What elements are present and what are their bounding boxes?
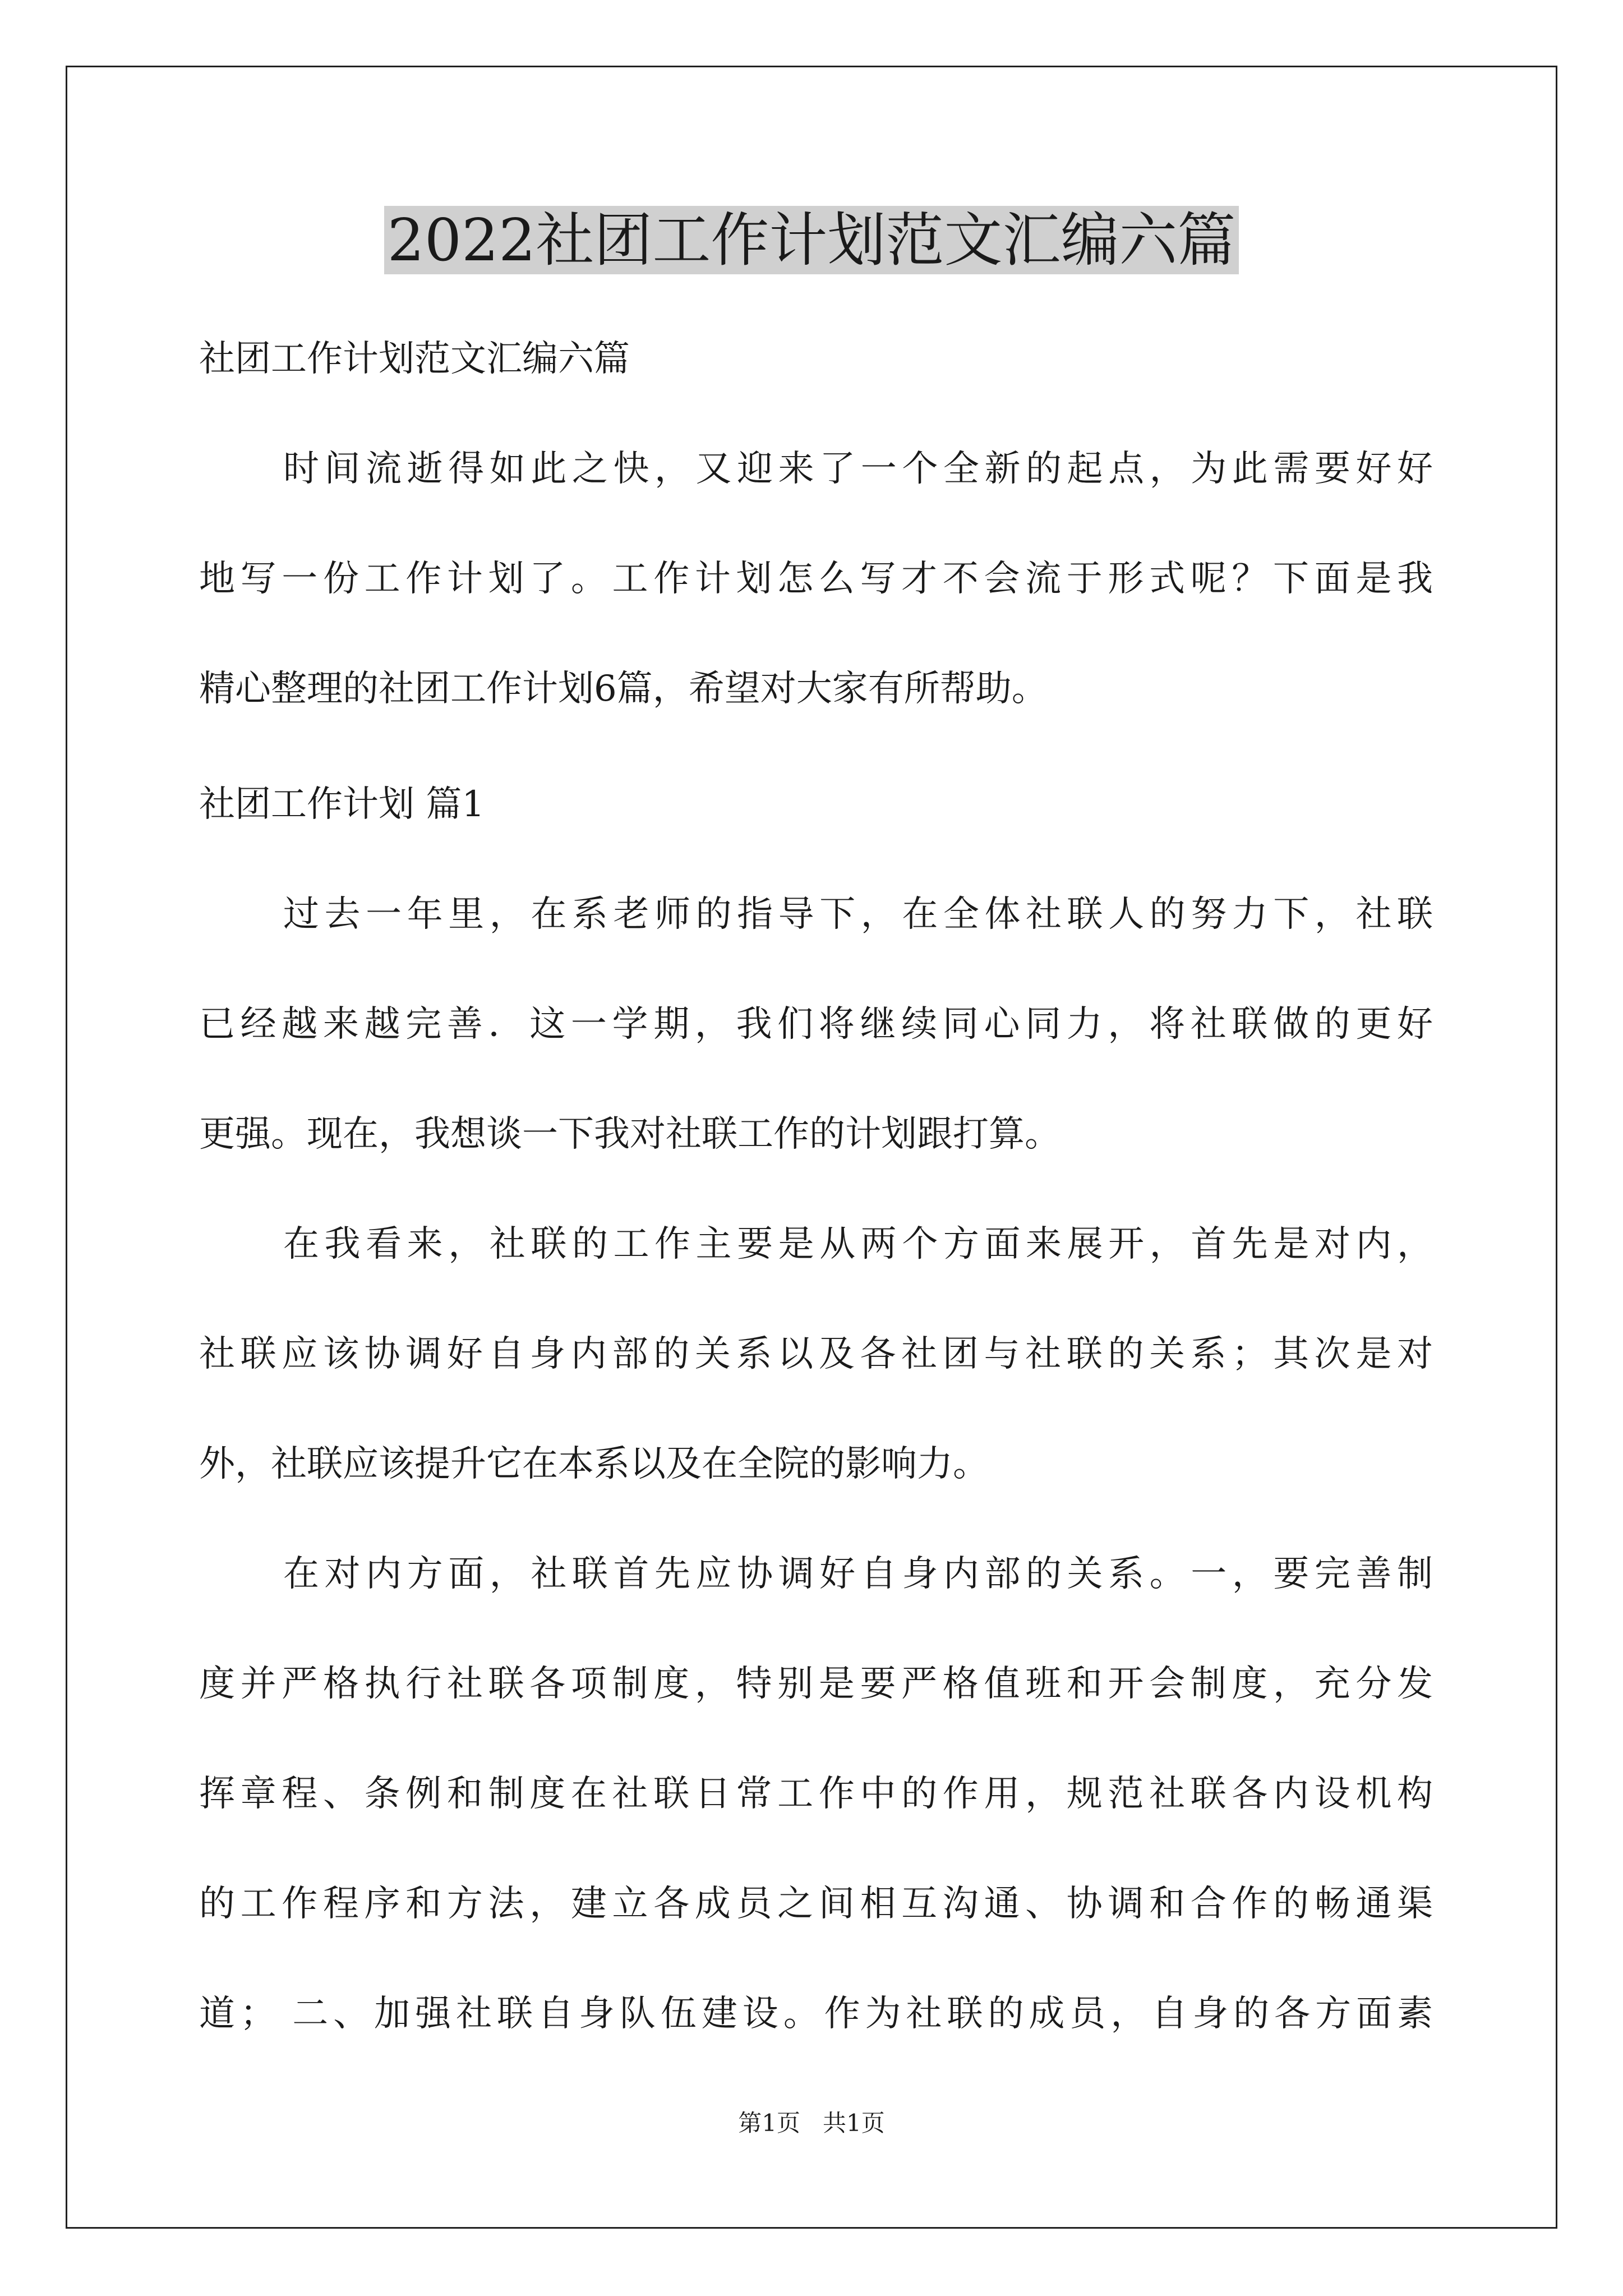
paragraph-line: 过去一年里，在系老师的指导下，在全体社联人的努力下，社联	[283, 894, 1433, 935]
paragraph-line: 社联应该协调好自身内部的关系以及各社团与社联的关系；其次是对	[199, 1333, 1433, 1375]
paragraph-line: 时间流逝得如此之快，又迎来了一个全新的起点，为此需要好好	[283, 448, 1433, 490]
paragraph-line: 地写一份工作计划了。工作计划怎么写才不会流于形式呢？下面是我	[199, 558, 1433, 600]
paragraph-line: 在我看来，社联的工作主要是从两个方面来展开，首先是对内，	[283, 1223, 1433, 1265]
page-footer: 第1页 共1页	[738, 2109, 885, 2137]
paragraph-line: 度并严格执行社联各项制度，特别是要严格值班和开会制度，充分发	[199, 1663, 1433, 1705]
paragraph-line: 外，社联应该提升它在本系以及在全院的影响力。	[199, 1443, 989, 1485]
document-title	[0, 201, 1623, 279]
document-subtitle: 社团工作计划范文汇编六篇	[199, 338, 630, 380]
paragraph-line: 已经越来越完善．这一学期，我们将继续同心同力，将社联做的更好	[199, 1004, 1433, 1045]
paragraph-line: 在对内方面，社联首先应协调好自身内部的关系。一，要完善制	[283, 1553, 1433, 1595]
paragraph-line: 道； 二、加强社联自身队伍建设。作为社联的成员，自身的各方面素	[199, 1993, 1433, 2035]
document-title-text: 2022社团工作计划范文汇编六篇	[384, 206, 1239, 274]
paragraph-line: 更强。现在，我想谈一下我对社联工作的计划跟打算。	[199, 1114, 1061, 1155]
paragraph-line: 精心整理的社团工作计划6篇，希望对大家有所帮助。	[199, 668, 1048, 710]
paragraph-line: 挥章程、条例和制度在社联日常工作中的作用，规范社联各内设机构	[199, 1773, 1433, 1815]
section-heading: 社团工作计划 篇1	[199, 784, 485, 825]
paragraph-line: 的工作程序和方法，建立各成员之间相互沟通、协调和合作的畅通渠	[199, 1883, 1433, 1925]
